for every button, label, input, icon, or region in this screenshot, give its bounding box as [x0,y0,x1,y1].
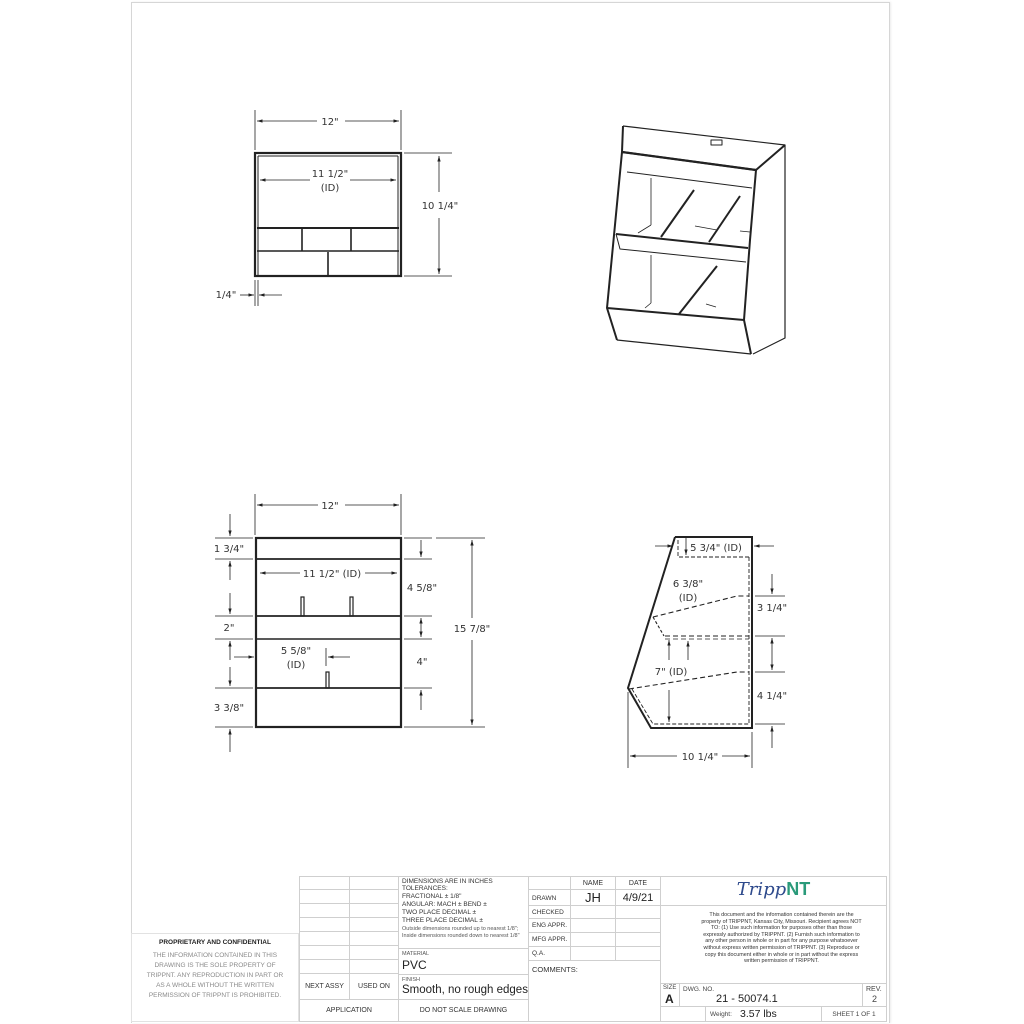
name-header: NAME [570,876,616,890]
side-upper-bin-depth-note: (ID) [678,593,698,604]
top-overall-width: 12" [321,117,339,128]
front-dim-bottom-band: 3 3/8" [213,703,245,714]
assy-grid-cell [349,903,399,918]
checked-name [570,905,616,919]
tolerances-box [398,876,529,949]
comments-box [528,960,661,1022]
finish-label: FINISH [402,977,421,983]
assy-grid-cell [299,959,350,974]
material-box [398,948,529,975]
front-inner-width: 11 1/2" (ID) [302,569,362,580]
front-view [215,494,485,752]
rev-box [862,983,887,1007]
weight-value: 3.57 lbs [740,1008,777,1020]
size-box [660,983,680,1007]
top-inner-width-note: (ID) [320,183,340,194]
dwg-no-value: 21 - 50074.1 [716,993,778,1005]
ownership-notice: This document and the information contained therein are the property of TRIPPNT, Kansas City, Missouri. Recipient agrees NOT TO: (1) Use such information for purposes other than those expressly authorized by TRIPPNT. (2) Furnish such information to any other person in whole or in part for any purpose whatsoever without express written permission of TRIPPNT. (3) Reproduce or copy this document either in whole or in part without the express written permission of TRIPPNT. [701,912,862,965]
assy-grid-cell [299,903,350,918]
sheet-label: SHEET 1 OF 1 [821,1006,887,1022]
top-depth: 10 1/4" [421,201,459,212]
assy-grid-cell [299,889,350,904]
front-overall-height: 15 7/8" [453,624,491,635]
tolerance-line: THREE PLACE DECIMAL ± [402,917,483,924]
material-value: PVC [402,958,427,972]
front-dim-lower-bin: 4" [416,657,428,668]
top-wall-thickness: 1/4" [215,290,237,301]
front-dim-upper-bin: 4 5/8" [406,583,438,594]
assy-grid-cell [349,931,399,946]
assy-grid-cell [299,917,350,932]
next-assy-label: NEXT ASSY [299,973,350,1000]
application-label: APPLICATION [299,999,399,1022]
assy-grid-cell [299,931,350,946]
mfg-appr-name [570,932,616,947]
assy-grid-cell [299,945,350,960]
weight-label: Weight: [710,1011,732,1018]
rev-label: REV. [866,986,882,993]
tolerance-line: ANGULAR: MACH ± BEND ± [402,901,487,908]
qa-name [570,946,616,961]
material-label: MATERIAL [402,951,430,957]
assy-grid-cell [349,917,399,932]
front-bin-width: 5 5/8" [280,646,312,657]
front-dim-mid-band: 2" [223,623,235,634]
approval-label-checked: CHECKED [528,905,571,919]
tolerance-line: TOLERANCES: [402,885,448,892]
tolerance-line: FRACTIONAL ± 1/8" [402,893,462,900]
weight-blank-cell [660,1006,706,1022]
date-header: DATE [615,876,661,890]
finish-value: Smooth, no rough edges [402,984,528,996]
tolerance-line: DIMENSIONS ARE IN INCHES [402,878,493,885]
rounding-note: Outside dimensions rounded up to nearest 1/8"; Inside dimensions rounded down to nearest 1/8" [402,926,520,939]
comments-label: COMMENTS: [532,965,578,974]
side-view [628,537,788,768]
top-view [240,110,452,306]
size-value: A [665,992,674,1006]
eng-appr-name [570,918,616,933]
tolerance-line: TWO PLACE DECIMAL ± [402,909,477,916]
logo-box [660,876,887,906]
side-top-inner-depth: 5 3/4" (ID) [690,543,742,554]
approval-label-mfg: MFG APPR. [528,932,571,947]
proprietary-box [131,933,299,1022]
side-overall-depth: 10 1/4" [681,752,719,763]
assy-grid-cell [299,876,350,890]
weight-box [705,1006,822,1022]
assy-grid-cell [349,876,399,890]
approval-label-drawn: DRAWN [528,889,571,906]
drawn-date: 4/9/21 [615,889,661,906]
isometric-view [607,126,785,354]
side-dim-lower: 4 1/4" [756,691,788,702]
rev-value: 2 [872,994,878,1004]
approvals-header-blank [528,876,571,890]
trippnt-logo [661,879,886,900]
front-bin-width-note: (ID) [286,660,306,671]
logo-bold: NT [786,879,811,899]
approval-label-qa: Q.A. [528,946,571,961]
used-on-label: USED ON [349,973,399,1000]
dwg-no-box [679,983,863,1007]
do-not-scale-note: DO NOT SCALE DRAWING [398,999,529,1022]
dwg-no-label: DWG. NO. [683,986,715,993]
front-overall-width: 12" [321,501,339,512]
front-dim-top-band: 1 3/4" [213,544,245,555]
eng-appr-date [615,918,661,933]
proprietary-heading: PROPRIETARY AND CONFIDENTIAL [159,939,271,946]
checked-date [615,905,661,919]
assy-grid-cell [349,959,399,974]
logo-script: Tripp [736,879,787,900]
top-inner-width: 11 1/2" [311,169,349,180]
side-upper-bin-depth: 6 3/8" [672,579,704,590]
side-dim-upper: 3 1/4" [756,603,788,614]
finish-box [398,974,529,1000]
drawn-by-name: JH [570,889,616,906]
size-label: SIZE [663,985,677,991]
mfg-appr-date [615,932,661,947]
assy-grid-cell [349,889,399,904]
approval-label-eng: ENG APPR. [528,918,571,933]
assy-grid-cell [349,945,399,960]
side-lower-bin-height: 7" (ID) [654,667,688,678]
proprietary-body: THE INFORMATION CONTAINED IN THIS DRAWING IS THE SOLE PROPERTY OF TRIPPNT. ANY REPRODUCTION IN PART OR AS A WHOLE WITHOUT THE WRITTEN PERMISSION OF TRIPPNT IS PROHIBITED. [146,952,284,999]
notice-box [660,905,887,984]
qa-date [615,946,661,961]
